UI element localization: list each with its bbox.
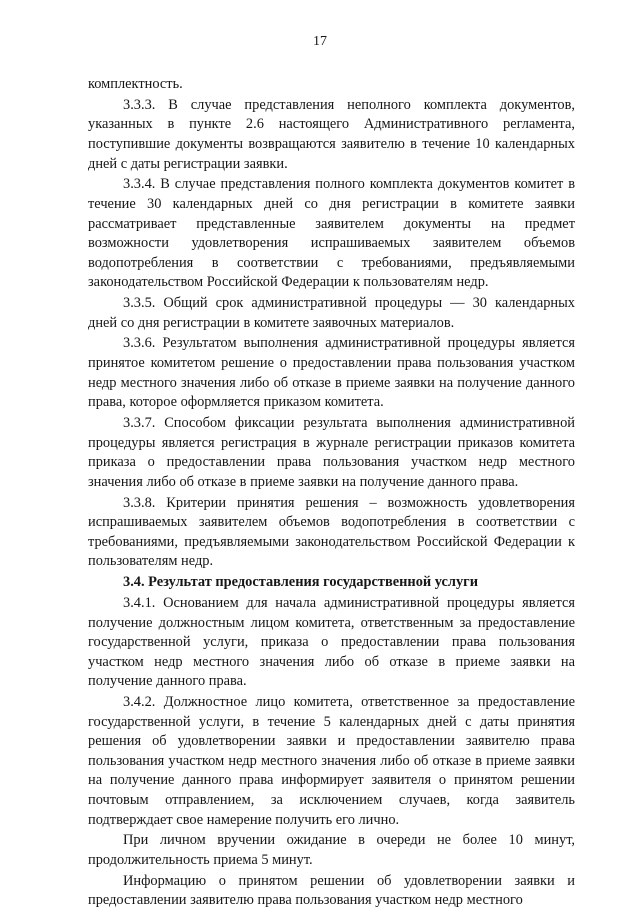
- paragraph-decision-info: Информацию о принятом решении об удовлетворении заявки и предоставлении заявителю права пользования участком недр местного: [88, 872, 575, 909]
- page-number: 17: [313, 34, 327, 49]
- continuation-text: комплектность.: [88, 76, 183, 92]
- paragraph-3-3-4: 3.3.4. В случае представления полного комплекта документов комитет в течение 30 календарных дней со дня регистрации в комитете заявки рассматривает представленные заявителем документы на предмет возможности удовлетворения испрашиваемых заявителем объемов водопотребления в соответствии с требованиями, предъявляемыми законодательством Российской Федерации к пользователям недр.: [88, 176, 575, 291]
- paragraph-3-3-5: 3.3.5. Общий срок административной процедуры — 30 календарных дней со дня регистрации в комитете заявочных материалов.: [88, 295, 575, 331]
- paragraph-3-3-6: 3.3.6. Результатом выполнения административной процедуры является принятое комитетом решение о предоставлении права пользования участком недр местного значения либо об отказе в приеме заявки на получение данного права, которое оформляется приказом комитета.: [88, 335, 575, 411]
- section-heading: 3.4. Результат предоставления государственной услуги: [123, 574, 479, 591]
- paragraph-personal-delivery: При личном вручении ожидание в очереди не более 10 минут, продолжительность приема 5 минут.: [88, 832, 575, 869]
- document-body: [88, 75, 575, 912]
- paragraph-3-3-8: 3.3.8. Критерии принятия решения – возможность удовлетворения испрашиваемых заявителем объемов водопотребления в соответствии с требованиями, предъявляемыми законодательством Российской Федерации к пользователям недр.: [88, 494, 575, 570]
- paragraph-3-3-7: 3.3.7. Способом фиксации результата выполнения административной процедуры является регистрация в журнале регистрации приказов комитета приказа о предоставлении права пользования участком недр местного значения либо об отказе в приеме заявки на получение данного права.: [88, 415, 575, 490]
- paragraph-3-4-1: 3.4.1. Основанием для начала административной процедуры является получение должностным лицом комитета, ответственным за предоставление государственной услуги, приказа о предоставлении права пользования участком недр местного значения либо об отказе в приеме заявки на получение данного права.: [88, 594, 575, 690]
- paragraph-3-3-3: 3.3.3. В случае представления неполного комплекта документов, указанных в пункте 2.6 настоящего Административного регламента, поступившие документы возвращаются заявителю в течение 10 календарных дней с даты регистрации заявки.: [88, 96, 575, 172]
- paragraph-3-4-2: 3.4.2. Должностное лицо комитета, ответственное за предоставление государственной услуги, в течение 5 календарных дней с даты принятия решения об удовлетворении заявки и предоставлении заявителю права пользования участком недр местного значения либо об отказе в приеме заявки на получение данного права информирует заявителя о принятом решении почтовым отправлением, за исключением случаев, когда заявитель подтверждает свое намерение получить его лично.: [88, 694, 575, 828]
